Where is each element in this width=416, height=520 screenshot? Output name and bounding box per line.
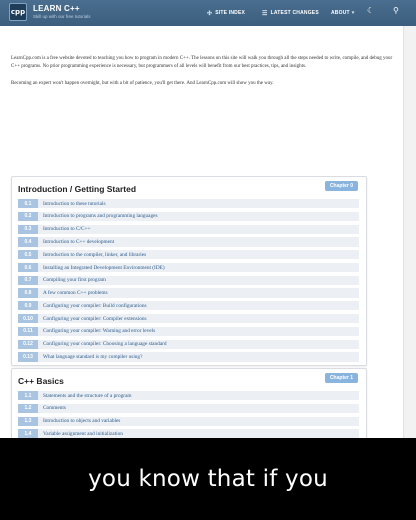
caption-bar [0, 438, 416, 520]
lesson-number: 1.4 [18, 429, 38, 438]
moon-icon[interactable]: ☾ [367, 6, 375, 15]
lesson-number: 0.12 [18, 340, 38, 349]
chapter-title[interactable]: C++ Basics [18, 376, 64, 386]
chapter-badge[interactable]: Chapter 0 [325, 181, 358, 191]
site-header [0, 0, 416, 26]
lesson-item[interactable] [18, 199, 359, 208]
lesson-number: 0.4 [18, 237, 38, 246]
lesson-link[interactable]: Configuring your compiler: Choosing a language standard [43, 341, 167, 348]
chapter-badge[interactable]: Chapter 1 [325, 373, 358, 383]
site-tagline: Skill up with our free tutorials [33, 14, 91, 19]
lesson-number: 0.1 [18, 199, 38, 208]
lesson-number: 0.6 [18, 263, 38, 272]
lesson-number: 0.11 [18, 327, 38, 336]
lesson-item[interactable] [18, 327, 359, 336]
lesson-number: 0.9 [18, 301, 38, 310]
lesson-item[interactable] [18, 276, 359, 285]
lesson-number: 0.2 [18, 212, 38, 221]
lesson-link[interactable]: Configuring your compiler: Compiler extensions [43, 315, 147, 322]
lesson-item[interactable] [18, 314, 359, 323]
nav-about[interactable] [331, 0, 355, 26]
intro-paragraph-2: Becoming an expert won't happen overnight, but with a bit of patience, you'll get there. And LearnCpp.com will show you the way. [11, 80, 274, 86]
lesson-item[interactable] [18, 263, 359, 272]
lesson-item[interactable] [18, 340, 359, 349]
lesson-link[interactable]: Introduction to these tutorials [43, 200, 106, 207]
lesson-link[interactable]: Introduction to objects and variables [43, 418, 121, 425]
lesson-item[interactable] [18, 237, 359, 246]
nav-site-index[interactable] [207, 0, 245, 26]
intro-section [11, 55, 401, 96]
lesson-number: 0.3 [18, 225, 38, 234]
chapter-card-1 [11, 368, 367, 444]
caret-down-icon: ▾ [351, 10, 355, 16]
lesson-link[interactable]: Comments [43, 405, 66, 412]
lesson-number: 1.1 [18, 391, 38, 400]
intro-paragraph-1: LearnCpp.com is a free website devoted to teaching you how to program in modern C++. The lessons on this site will walk you through all the steps needed to write, compile, and debug your C++ programs. No prior programming experience is necessary, but programmers of all levels will benefit from our best practices, tips, and insights. [11, 56, 393, 70]
lesson-link[interactable]: Configuring your compiler: Build configurations [43, 302, 147, 309]
lesson-number: 0.8 [18, 288, 38, 297]
lesson-link[interactable]: Installing an Integrated Development Environment (IDE) [43, 264, 165, 271]
lesson-link[interactable]: Introduction to C++ development [43, 238, 115, 245]
chapter-card-0 [11, 176, 367, 366]
lesson-item[interactable] [18, 212, 359, 221]
lesson-link[interactable]: Compiling your first program [43, 277, 106, 284]
lesson-item[interactable] [18, 352, 359, 361]
lesson-item[interactable] [18, 288, 359, 297]
nav-about-label: ABOUT [331, 10, 350, 16]
lesson-number: 0.5 [18, 250, 38, 259]
lesson-link[interactable]: Statements and the structure of a program [43, 392, 132, 399]
lesson-number: 0.7 [18, 276, 38, 285]
nav-latest-changes[interactable] [262, 0, 319, 26]
lesson-number: 1.2 [18, 404, 38, 413]
list-icon: ☰ [262, 10, 268, 17]
page-scrollbar[interactable] [403, 26, 416, 438]
lesson-link[interactable]: What language standard is my compiler using? [43, 353, 143, 360]
caption-text: you know that if you [88, 466, 328, 492]
site-logo[interactable]: cpp [9, 3, 27, 21]
lesson-item[interactable] [18, 225, 359, 234]
search-icon[interactable]: ⚲ [393, 6, 399, 15]
lesson-list [18, 199, 359, 365]
nav-latest-changes-label: LATEST CHANGES [270, 10, 319, 16]
site-title[interactable]: LEARN C++ [33, 4, 80, 13]
lesson-link[interactable]: Introduction to programs and programming languages [43, 213, 158, 220]
chapter-title[interactable]: Introduction / Getting Started [18, 184, 137, 194]
lesson-link[interactable]: Variable assignment and initialization [43, 430, 123, 437]
lesson-item[interactable] [18, 391, 359, 400]
lesson-number: 0.13 [18, 352, 38, 361]
lesson-item[interactable] [18, 417, 359, 426]
lesson-link[interactable]: Configuring your compiler: Warning and error levels [43, 328, 156, 335]
lesson-list [18, 391, 359, 442]
lesson-link[interactable]: A few common C++ problems [43, 290, 108, 297]
lesson-link[interactable]: Introduction to C/C++ [43, 226, 91, 233]
lesson-link[interactable]: Introduction to the compiler, linker, and libraries [43, 251, 147, 258]
sitemap-icon: ✣ [207, 10, 213, 17]
lesson-item[interactable] [18, 301, 359, 310]
lesson-item[interactable] [18, 250, 359, 259]
lesson-item[interactable] [18, 404, 359, 413]
nav-site-index-label: SITE INDEX [215, 10, 246, 16]
lesson-number: 1.3 [18, 417, 38, 426]
brand[interactable] [33, 4, 91, 20]
lesson-number: 0.10 [18, 314, 38, 323]
